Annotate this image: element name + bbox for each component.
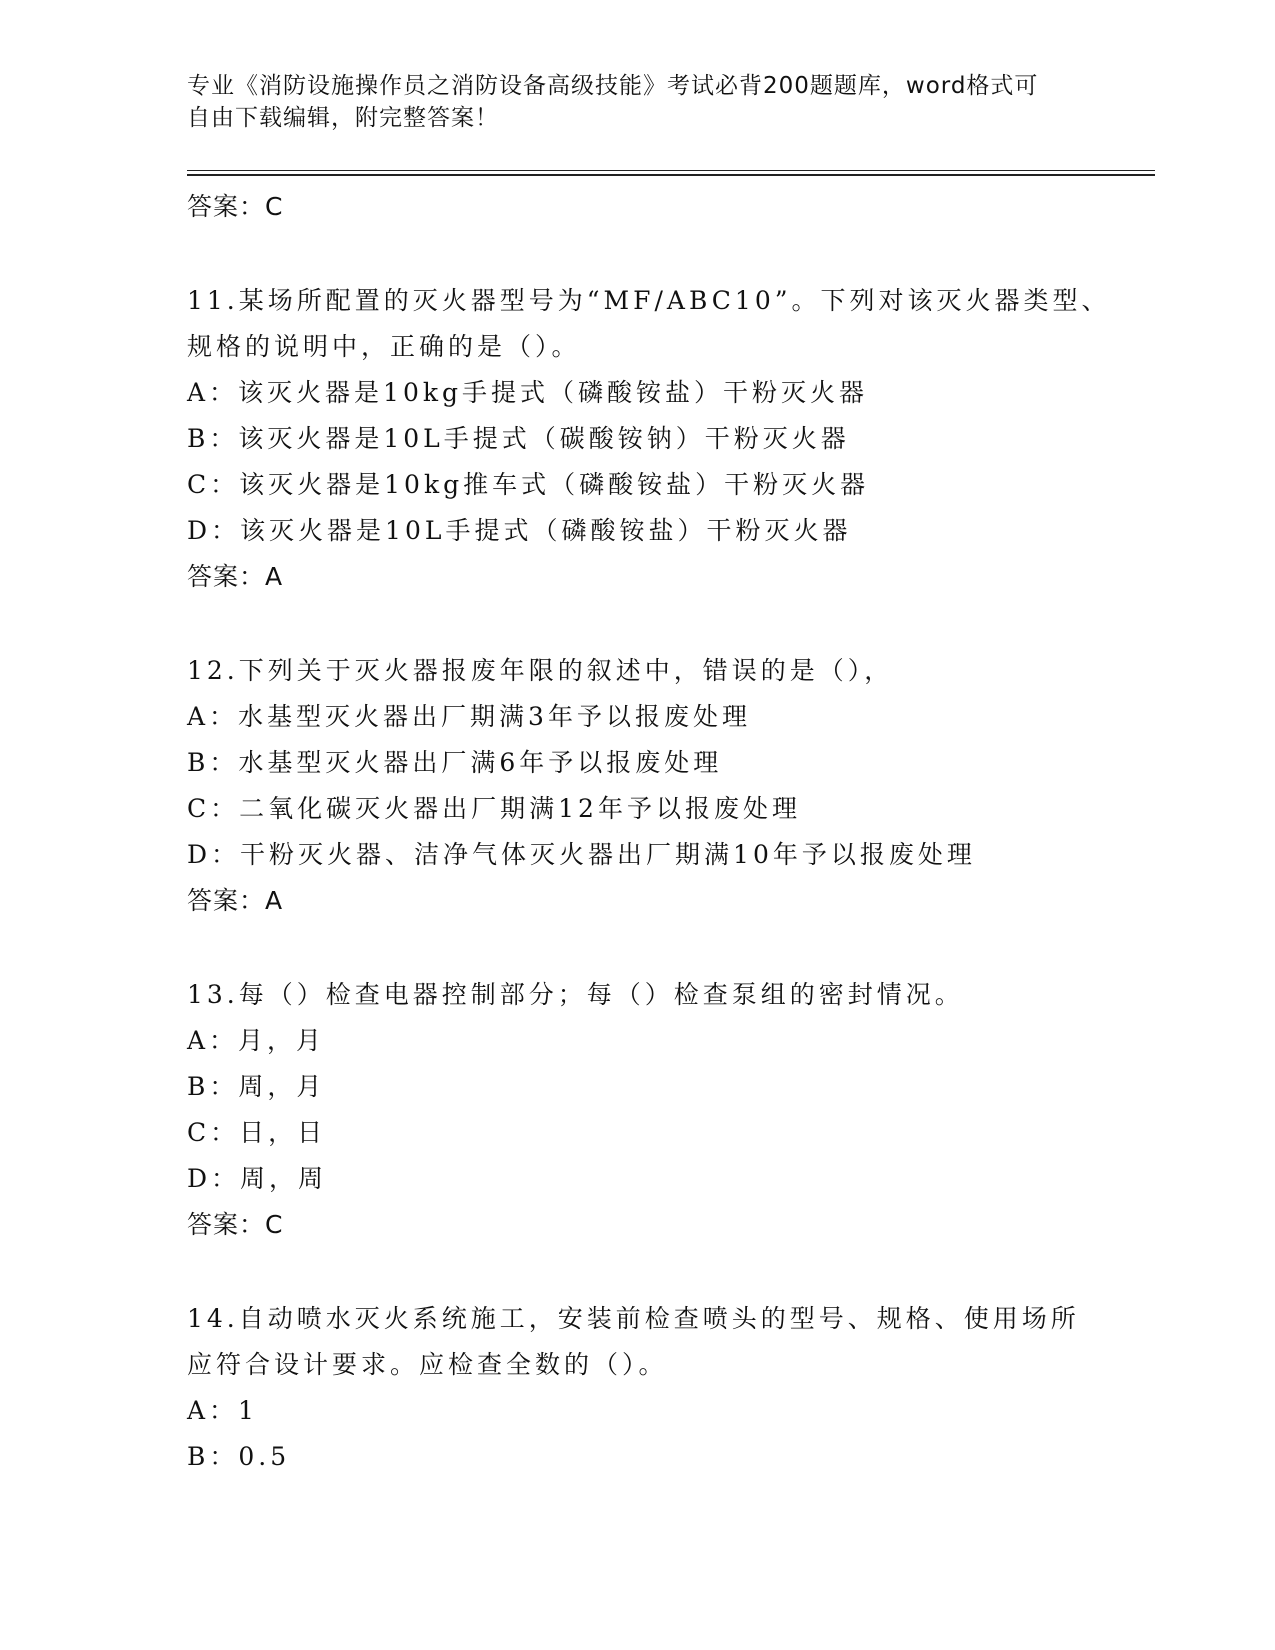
question-stem-line: 应符合设计要求。应检查全数的（）。 <box>187 1350 668 1379</box>
header-line-2: 自由下载编辑，附完整答案！ <box>187 105 499 131</box>
option-b: B：0.5 <box>187 1442 291 1471</box>
header-line-1: 专业《消防设施操作员之消防设备高级技能》考试必背200题题库，word格式可 <box>187 73 1039 99</box>
option-a: A：水基型灭火器出厂期满3年予以报废处理 <box>187 702 751 731</box>
question-stem-line: 规格的说明中，正确的是（）。 <box>187 332 581 361</box>
answer-previous: 答案：C <box>187 192 284 221</box>
option-d: D：周，周 <box>187 1164 328 1193</box>
option-b: B：水基型灭火器出厂满6年予以报废处理 <box>187 748 723 777</box>
option-c: C：日，日 <box>187 1118 327 1147</box>
option-d: D：该灭火器是10L手提式（磷酸铵盐）干粉灭火器 <box>187 516 852 545</box>
answer: 答案：A <box>187 886 284 915</box>
question-stem-line: 12.下列关于灭火器报废年限的叙述中，错误的是（）， <box>187 656 894 685</box>
option-a: A：1 <box>187 1396 258 1425</box>
question-12 <box>187 648 1157 924</box>
divider-line-thin <box>187 170 1155 171</box>
question-13 <box>187 972 1157 1248</box>
divider-line-thick <box>187 174 1155 176</box>
header-divider <box>187 170 1155 176</box>
question-stem-line: 13.每（）检查电器控制部分；每（）检查泵组的密封情况。 <box>187 980 964 1009</box>
option-b: B：周，月 <box>187 1072 326 1101</box>
question-stem-line: 11.某场所配置的灭火器型号为“MF/ABC10”。下列对该灭火器类型、 <box>187 286 1111 315</box>
document-header <box>187 70 1157 134</box>
option-c: C：该灭火器是10kg推车式（磷酸铵盐）干粉灭火器 <box>187 470 870 499</box>
answer: 答案：A <box>187 562 284 591</box>
option-b: B：该灭火器是10L手提式（碳酸铵钠）干粉灭火器 <box>187 424 850 453</box>
question-14 <box>187 1296 1157 1480</box>
question-11 <box>187 278 1157 600</box>
document-page <box>187 70 1157 1480</box>
option-d: D：干粉灭火器、洁净气体灭火器出厂期满10年予以报废处理 <box>187 840 976 869</box>
question-stem-line: 14.自动喷水灭火系统施工，安装前检查喷头的型号、规格、使用场所 <box>187 1304 1080 1333</box>
option-a: A：该灭火器是10kg手提式（磷酸铵盐）干粉灭火器 <box>187 378 869 407</box>
answer: 答案：C <box>187 1210 284 1239</box>
option-a: A：月，月 <box>187 1026 326 1055</box>
option-c: C：二氧化碳灭火器出厂期满12年予以报废处理 <box>187 794 801 823</box>
